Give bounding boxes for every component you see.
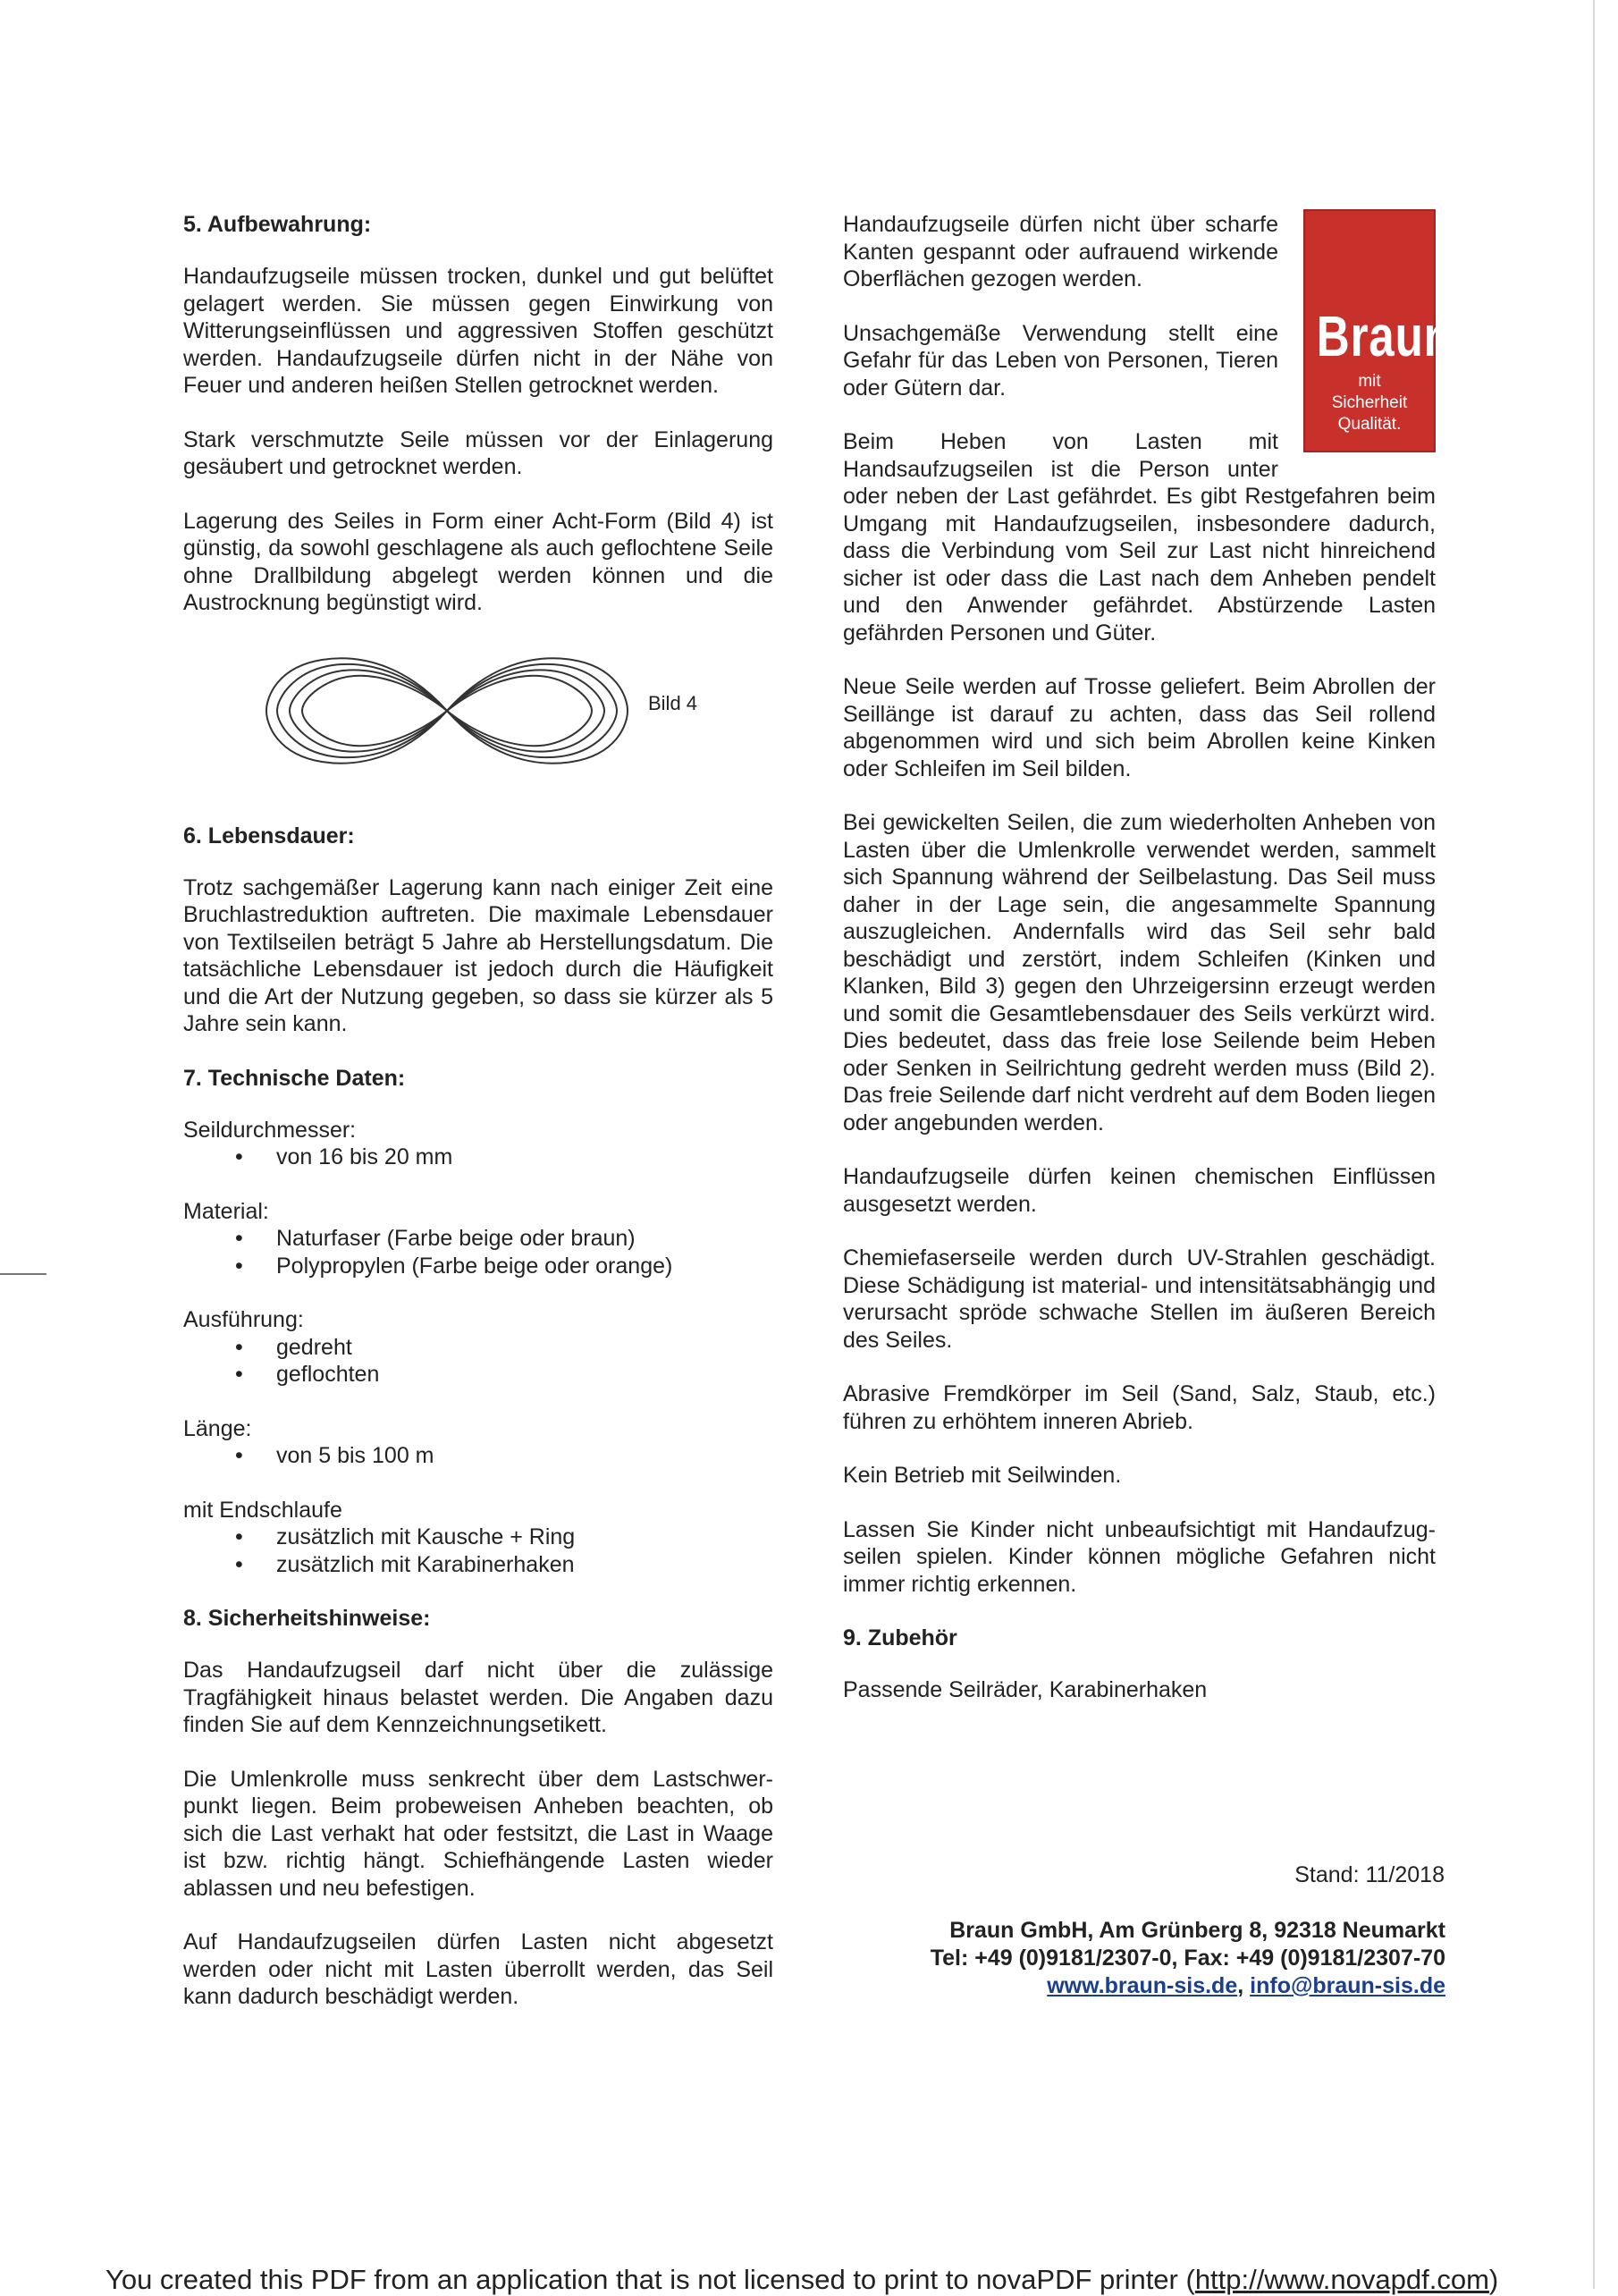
- right-paragraph-4: Neue Seile werden auf Trosse geliefert. Beim Abrollen der Seillänge ist darauf zu achten, dass das Seil rollend abgenommen wird und sich beim Abrollen keine Kinken oder Schleifen im Seil bilden.: [843, 674, 1436, 781]
- section-7-title: 7. Technische Daten:: [183, 1065, 406, 1091]
- section-8-paragraph-3: Auf Handaufzugseilen dürfen Lasten nicht abgesetzt werden oder nicht mit Lasten überrollt werden, das Seil kann dadurch beschädigt werden.: [183, 1929, 773, 2009]
- section-5-paragraph-1: Handaufzugseile müssen trocken, dunkel und gut belüftet gelagert werden. Sie müssen gegen Einwirkung von Witterungseinflüssen und aggressiven Stoffen geschützt werden. Handaufzugseile dürfen nicht in der Nähe von Feuer und anderen heißen Stellen getrocknet werden.: [183, 264, 773, 398]
- company-address: Braun GmbH, Am Grünberg 8, 92318 Neumarkt: [949, 1918, 1445, 1943]
- left-column: [183, 211, 773, 2038]
- right-paragraph-2: Unsachgemäße Verwendung stellt eine Gefahr für das Leben von Personen, Tieren oder Gütern dar.: [843, 320, 1278, 401]
- tech-list-end-loop: [183, 1524, 773, 1578]
- link-separator: ,: [1237, 1973, 1251, 1998]
- tech-list-material: [183, 1225, 773, 1279]
- figure-eight-rope-drawing: [259, 644, 635, 778]
- figure-eight-diagram: [183, 644, 773, 796]
- tech-label-material: Material:: [183, 1198, 269, 1224]
- logo-line-1: mit: [1358, 372, 1381, 391]
- figure-caption: Bild 4: [648, 691, 698, 714]
- right-paragraph-10: Lassen Sie Kinder nicht unbeaufsichtigt mit Handaufzug-seilen spielen. Kinder können mögliche Gefahren nicht immer richtig erkennen.: [843, 1516, 1436, 1597]
- right-paragraph-9: Kein Betrieb mit Seilwinden.: [843, 1463, 1122, 1488]
- section-5-title: 5. Aufbewahrung:: [183, 212, 372, 237]
- tech-list-diameter: [183, 1144, 773, 1171]
- logo-brand: Braun: [1316, 304, 1453, 368]
- section-9-paragraph-1: Passende Seilräder, Karabinerhaken: [843, 1677, 1208, 1702]
- fold-mark: [0, 1273, 46, 1275]
- section-8-paragraph-2: Die Umlenkrolle muss senkrecht über dem Lastschwer-punkt liegen. Beim probeweisen Anheben beachten, ob sich die Last verhakt hat oder festsitzt, die Last in Waage ist bzw. richtig hängt. Schiefhängende Lasten wieder ablassen und neu befestigen.: [183, 1766, 773, 1901]
- section-8-title: 8. Sicherheitshinweise:: [183, 1606, 431, 1631]
- tech-label-length: Länge:: [183, 1415, 252, 1441]
- tech-label-design: Ausführung:: [183, 1307, 304, 1332]
- right-paragraph-3: Beim Heben von Lasten mit Handsaufzugseilen ist die Person unter oder neben der Last gefährdet. Es gibt Restgefahren beim Umgang mit Handaufzugseilen, insbesondere dadurch, dass die Verbindung vom Seil zur Last nicht hinreichend sicher ist oder dass die Last nach dem Anheben pendelt und den Anwender gefährdet. Abstürzende Lasten gefährden Personen und Güter.: [843, 429, 1436, 646]
- list-item: • von 5 bis 100 m: [183, 1442, 773, 1470]
- list-item: • zusätzlich mit Karabinerhaken: [183, 1551, 773, 1579]
- footer-link[interactable]: http://www.novapdf.com: [1194, 2264, 1489, 2295]
- logo-line-2: Sicherheit: [1331, 393, 1408, 412]
- logo-line-3: Qualität.: [1337, 415, 1402, 434]
- list-item: • geflochten: [183, 1361, 773, 1389]
- section-6-title: 6. Lebensdauer:: [183, 823, 355, 848]
- footer-text: You created this PDF from an application that is not licensed to print to novaPDF printer (: [105, 2264, 1195, 2295]
- tech-list-length: [183, 1442, 773, 1470]
- pdf-printer-notice: [105, 2264, 1498, 2296]
- list-item: • zusätzlich mit Kausche + Ring: [183, 1524, 773, 1551]
- section-5-paragraph-2: Stark verschmutzte Seile müssen vor der Einlagerung gesäubert und getrocknet werden.: [183, 426, 773, 479]
- company-links: [931, 1972, 1445, 2000]
- right-paragraph-7: Chemiefaserseile werden durch UV-Strahlen geschädigt. Diese Schädigung ist material- und intensitätsabhängig und verursacht spröde schwache Stellen im äußeren Bereich des Seiles.: [843, 1245, 1436, 1353]
- document-date: Stand: 11/2018: [1294, 1862, 1445, 1887]
- website-link[interactable]: www.braun-sis.de: [1047, 1973, 1238, 1998]
- right-column: [843, 211, 1453, 1731]
- page-edge-line: [1593, 0, 1595, 2289]
- list-item: • Naturfaser (Farbe beige oder braun): [183, 1225, 773, 1253]
- list-item: • von 16 bis 20 mm: [183, 1144, 773, 1171]
- section-9-title: 9. Zubehör: [843, 1625, 957, 1650]
- section-6-paragraph-1: Trotz sachgemäßer Lagerung kann nach einiger Zeit eine Bruchlastreduktion auftreten. Die maximale Lebensdauer von Textilseilen beträgt 5 Jahre ab Herstellungsdatum. Die tatsächliche Lebensdauer ist jedoch durch die Häufigkeit und die Art der Nutzung gegeben, so dass sie kürzer als 5 Jahre sein kann.: [183, 874, 773, 1036]
- right-paragraph-1: Handaufzugseile dürfen nicht über scharfe Kanten gespannt oder aufrauend wirkende Oberflächen gezogen werden.: [843, 212, 1278, 291]
- tech-list-design: [183, 1334, 773, 1389]
- right-paragraph-8: Abrasive Fremdkörper im Seil (Sand, Salz, Staub, etc.) führen zu erhöhtem inneren Abrieb.: [843, 1381, 1436, 1434]
- list-item: • Polypropylen (Farbe beige oder orange): [183, 1253, 773, 1280]
- company-phone-fax: Tel: +49 (0)9181/2307-0, Fax: +49 (0)9181/2307-70: [930, 1946, 1445, 1971]
- tech-label-end-loop: mit Endschlaufe: [183, 1497, 342, 1523]
- section-8-paragraph-1: Das Handaufzugseil darf nicht über die zulässige Tragfähigkeit hinaus belastet werden. Die Angaben dazu finden Sie auf dem Kennzeichnungsetikett.: [183, 1658, 773, 1737]
- email-link[interactable]: info@braun-sis.de: [1250, 1973, 1445, 1998]
- right-paragraph-5: Bei gewickelten Seilen, die zum wiederholten Anheben von Lasten über die Umlenkrolle verwendet werden, sammelt sich Spannung während der Seilbelastung. Das Seil muss daher in der Lage sein, die angesammelte Spannung auszugleichen. Andernfalls wird das Seil sehr bald beschädigt und zerstört, indem Schleifen (Kinken und Klanken, Bild 3) gegen den Uhrzeigersinn erzeugt werden und somit die Gesamtlebensdauer des Seils verkürzt wird. Dies bedeutet, dass das freie lose Seilende beim Heben oder Senken in Seilrichtung gedreht werden muss (Bild 2). Das freie Seilende darf nicht verdreht auf dem Boden liegen oder angebunden werden.: [843, 810, 1436, 1135]
- section-5-paragraph-3: Lagerung des Seiles in Form einer Acht-Form (Bild 4) ist günstig, da sowohl geschlagene als auch geflochtene Seile ohne Drallbildung abgelegt werden können und die Austrocknung begünstigt wird.: [183, 508, 773, 615]
- right-paragraph-6: Handaufzugseile dürfen keinen chemischen Einflüssen ausgesetzt werden.: [843, 1164, 1436, 1217]
- footer-end: ): [1488, 2264, 1499, 2295]
- company-address-block: [931, 1917, 1445, 2000]
- tech-label-diameter: Seildurchmesser:: [183, 1117, 357, 1143]
- braun-logo: [1303, 209, 1453, 452]
- list-item: • gedreht: [183, 1334, 773, 1362]
